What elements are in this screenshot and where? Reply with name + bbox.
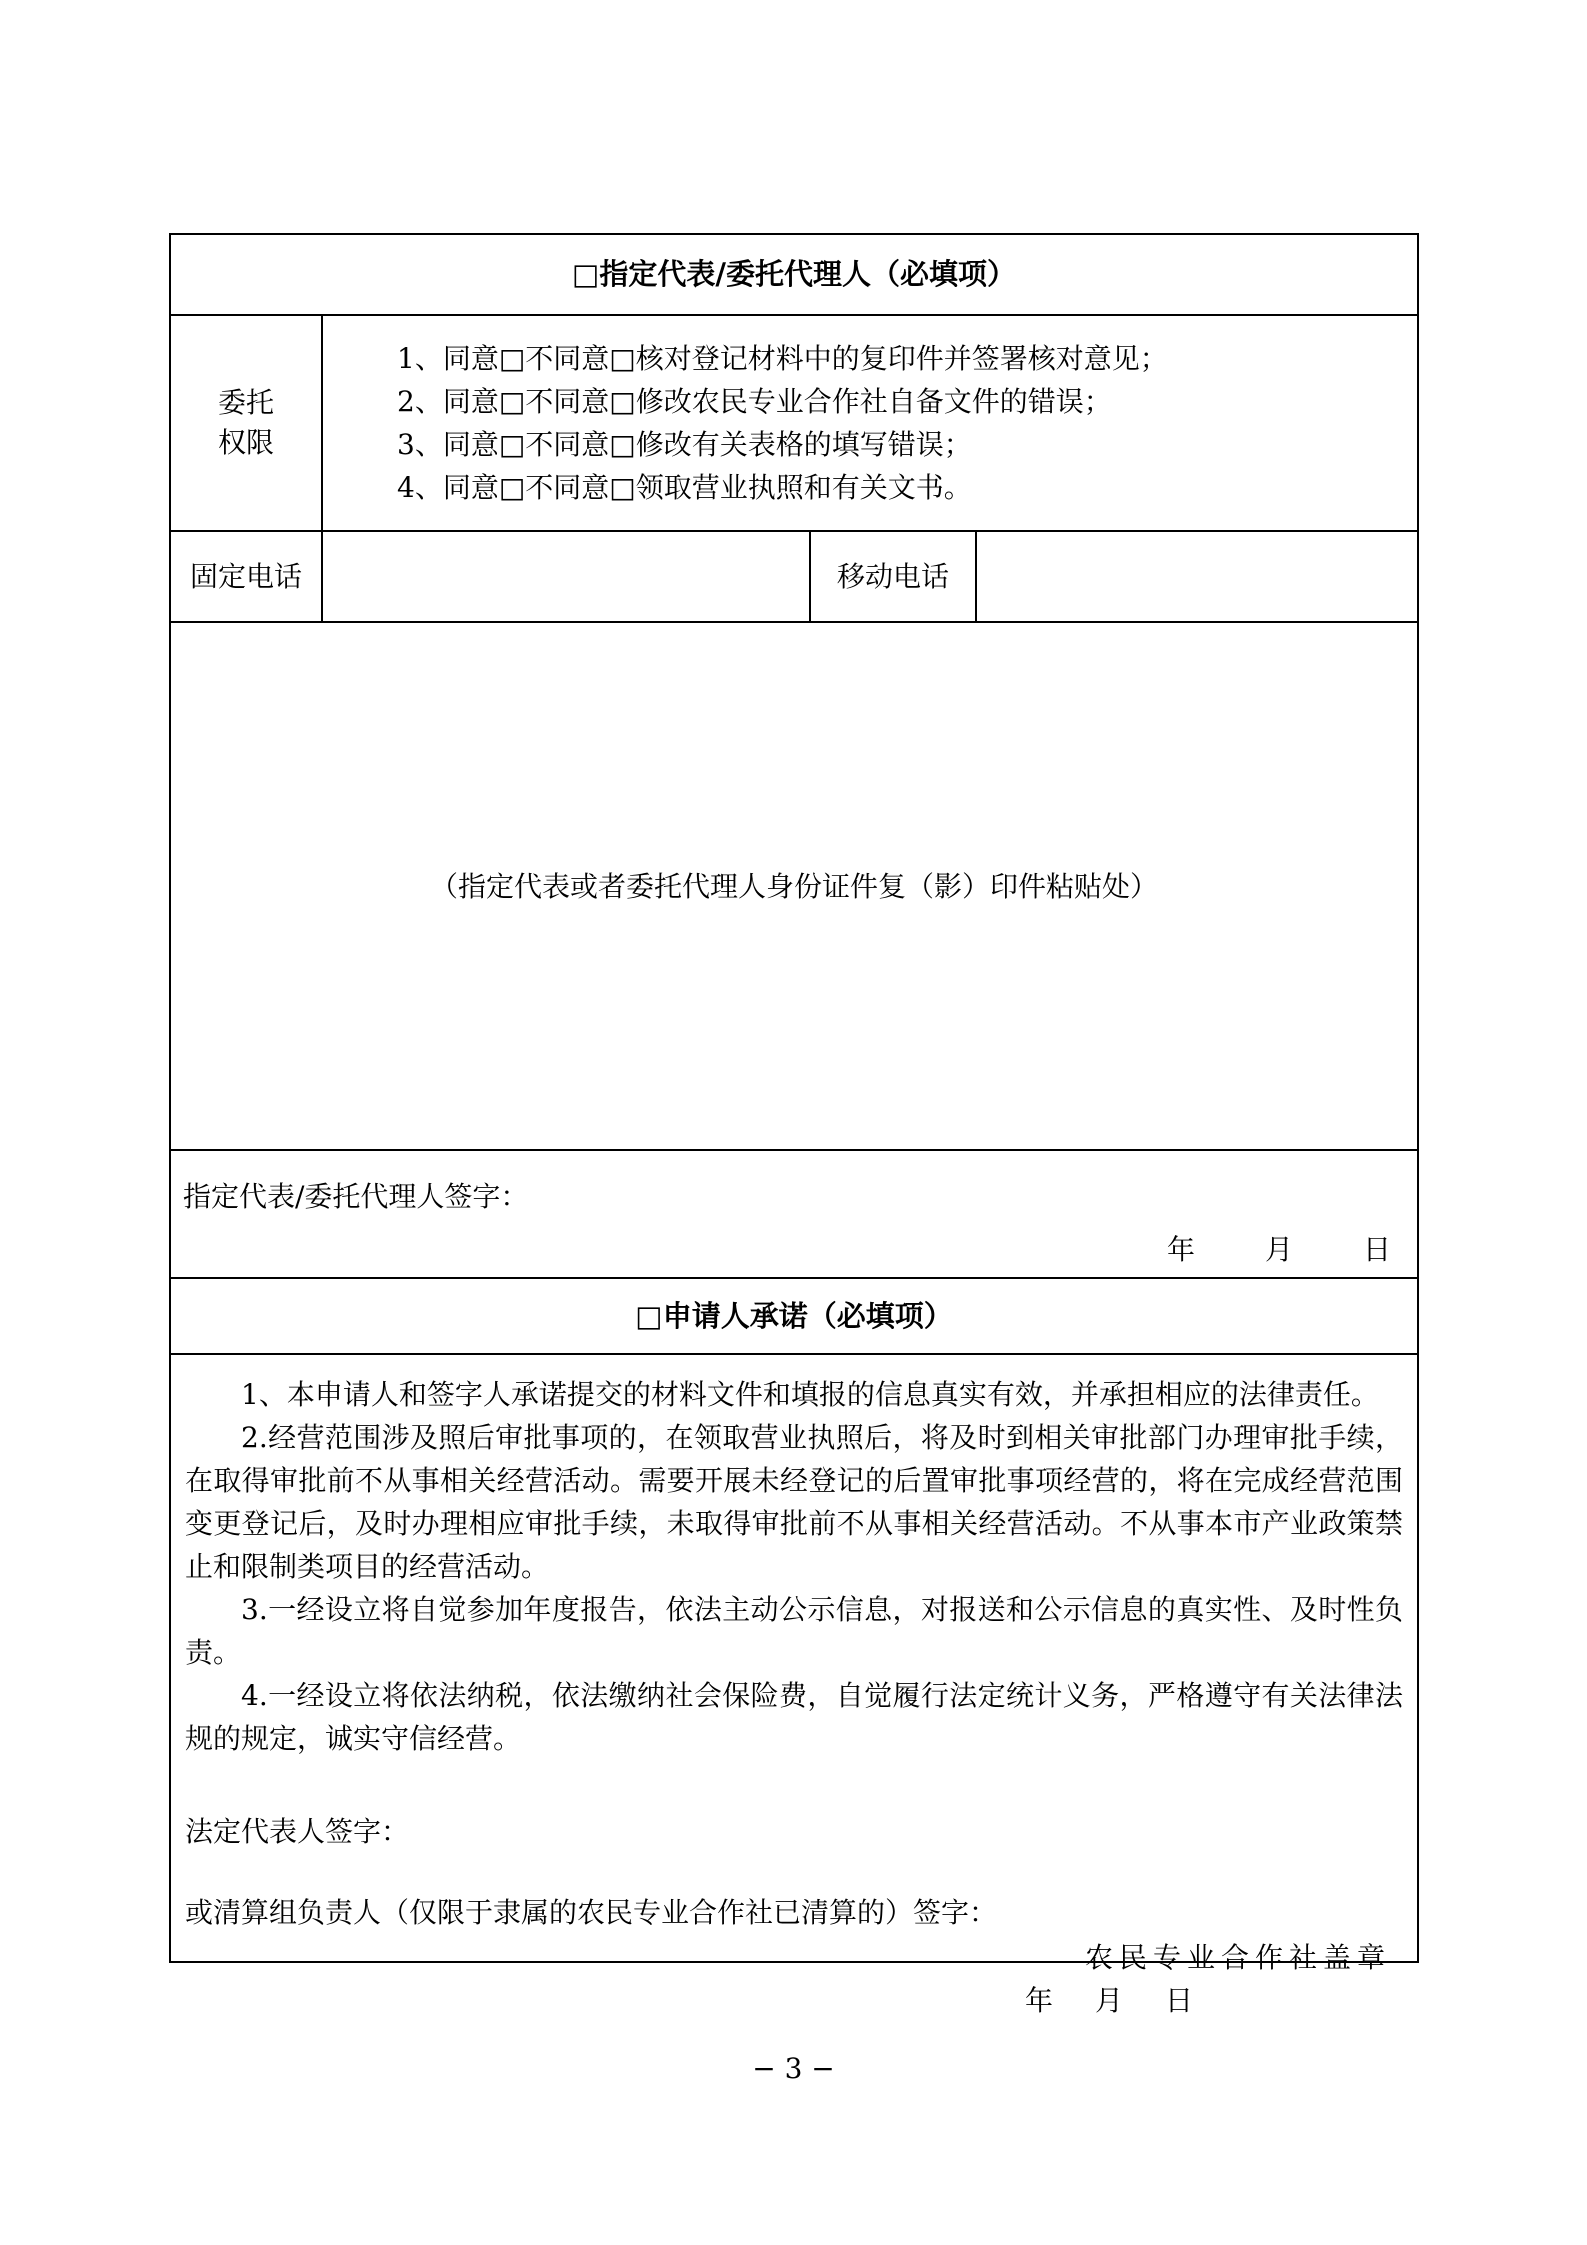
- agent-section-title: □指定代表/委托代理人（必填项）: [572, 257, 1016, 291]
- delegation-authority-label-cell: [171, 316, 323, 530]
- delegation-authority-items-cell: [323, 316, 1417, 530]
- promise-paragraph-1: 1、本申请人和签字人承诺提交的材料文件和填报的信息真实有效，并承担相应的法律责任。: [241, 1378, 1379, 1411]
- date-month-label: 月: [1264, 1233, 1293, 1266]
- fixed-phone-value-cell: [323, 532, 811, 621]
- promise-section-body: [171, 1355, 1417, 2017]
- delegation-label-line-2: 权限: [217, 426, 274, 459]
- date-day-label: 日: [1164, 1984, 1193, 2017]
- delegation-item-1: 1、同意□不同意□核对登记材料中的复印件并签署核对意见；: [397, 342, 1168, 375]
- registration-form-table: [169, 233, 1419, 2017]
- promise-paragraph-4: 4.一经设立将依法纳税，依法缴纳社会保险费，自觉履行法定统计义务，严格遵守有关法律法规的规定，诚实守信经营。: [185, 1679, 1403, 1755]
- mobile-phone-value-cell: [977, 532, 1417, 621]
- promise-paragraph-2: 2.经营范围涉及照后审批事项的，在领取营业执照后，将及时到相关审批部门办理审批手续，在取得审批前不从事相关经营活动。需要开展未经登记的后置审批事项经营的，将在完成经营范围变更登记后，及时办理相应审批手续，未取得审批前不从事相关经营活动。不从事本市产业政策禁止和限制类项目的经营活动。: [185, 1421, 1403, 1583]
- promise-section-title-row: [171, 1279, 1417, 1355]
- liquidator-signature-label: 或清算组负责人（仅限于隶属的农民专业合作社已清算的）签字：: [185, 1896, 998, 1929]
- id-copy-paste-placeholder: （指定代表或者委托代理人身份证件复（影）印件粘贴处）: [429, 869, 1158, 903]
- date-year-label: 年: [1166, 1233, 1195, 1266]
- agent-signature-label: 指定代表/委托代理人签字：: [183, 1180, 529, 1213]
- fixed-phone-label-cell: [171, 532, 323, 621]
- delegation-item-4: 4、同意□不同意□领取营业执照和有关文书。: [397, 471, 972, 504]
- agent-signature-date-line: [183, 1228, 1391, 1271]
- delegation-label-line-1: 委托: [217, 386, 274, 419]
- agent-signature-row: [171, 1151, 1417, 1279]
- cooperative-seal-label: 农民专业合作社盖章: [1084, 1941, 1391, 1974]
- mobile-phone-label-cell: [811, 532, 977, 621]
- delegation-item-3: 3、同意□不同意□修改有关表格的填写错误；: [397, 428, 972, 461]
- date-month-label: 月: [1094, 1984, 1123, 2017]
- promise-paragraph-3: 3.一经设立将自觉参加年度报告，依法主动公示信息，对报送和公示信息的真实性、及时性负责。: [185, 1593, 1403, 1669]
- agent-section-title-row: [171, 235, 1417, 316]
- phone-row: [171, 532, 1417, 623]
- legal-rep-signature-label: 法定代表人签字：: [185, 1815, 410, 1848]
- delegation-authority-row: [171, 316, 1417, 532]
- delegation-item-2: 2、同意□不同意□修改农民专业合作社自备文件的错误；: [397, 385, 1112, 418]
- promise-section-title: □申请人承诺（必填项）: [635, 1298, 953, 1333]
- date-year-label: 年: [1024, 1984, 1053, 2017]
- promise-date-line: [185, 1979, 1403, 2022]
- fixed-phone-label: 固定电话: [189, 560, 302, 593]
- date-day-label: 日: [1362, 1233, 1391, 1266]
- page-number: − 3 −: [752, 2052, 835, 2085]
- id-copy-paste-cell: [171, 623, 1417, 1151]
- mobile-phone-label: 移动电话: [836, 560, 949, 593]
